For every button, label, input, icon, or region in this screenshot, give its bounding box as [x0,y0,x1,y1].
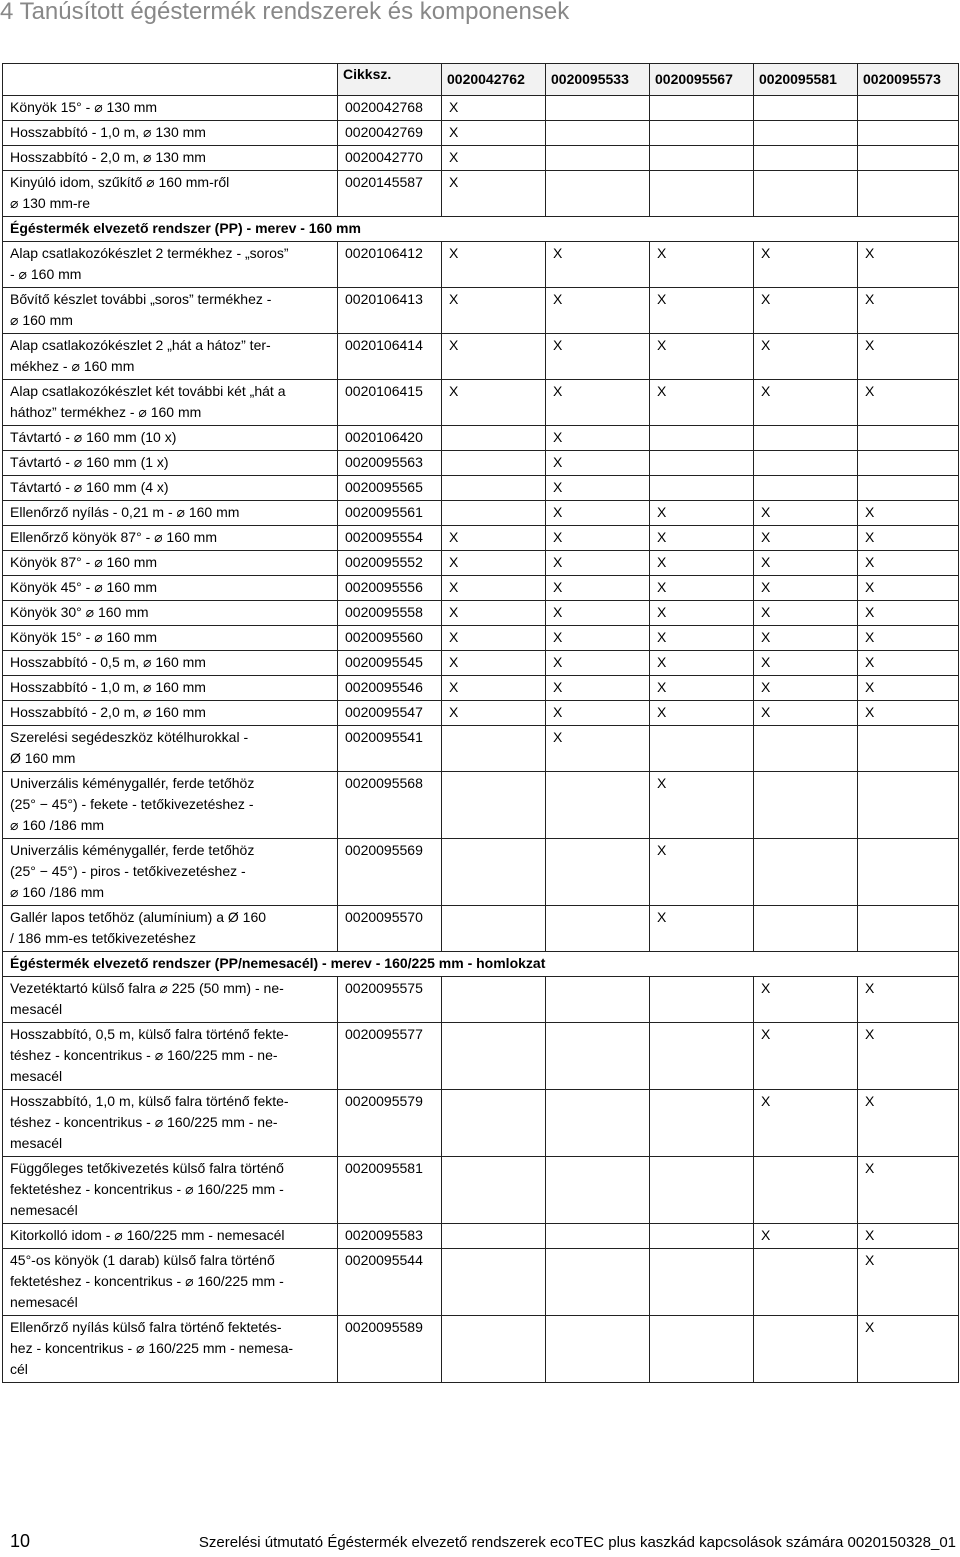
code-cell: 0020095556 [338,576,442,601]
table-row [3,701,959,726]
compatibility-mark-cell: X [754,701,858,726]
compatibility-mark-cell: X [858,1157,959,1224]
table-row [3,1090,959,1157]
code-cell: 0020095544 [338,1249,442,1316]
compatibility-mark-cell: X [858,576,959,601]
compatibility-mark-cell [650,426,754,451]
table-row [3,451,959,476]
compatibility-mark-cell: X [442,96,546,121]
compatibility-mark-cell [546,1224,650,1249]
compatibility-mark-cell [650,977,754,1023]
compatibility-mark-cell [650,146,754,171]
compatibility-mark-cell: X [858,1023,959,1090]
header-code-cell: Cikksz. [338,64,442,96]
compatibility-mark-cell: X [754,576,858,601]
description-cell: 45°-os könyök (1 darab) külső falra történő fektetéshez - koncentrikus - ⌀ 160/225 mm - nemesacél [3,1249,338,1316]
compatibility-mark-cell: X [546,380,650,426]
description-cell: Gallér lapos tetőhöz (alumínium) a Ø 160 / 186 mm-es tetőkivezetéshez [3,906,338,952]
code-cell: 0020042768 [338,96,442,121]
compatibility-mark-cell [650,1157,754,1224]
code-cell: 0020145587 [338,171,442,217]
compatibility-mark-cell [754,146,858,171]
compatibility-mark-cell: X [858,676,959,701]
compatibility-mark-cell [546,839,650,906]
compatibility-mark-cell: X [754,526,858,551]
code-cell: 0020095575 [338,977,442,1023]
compatibility-mark-cell [546,1249,650,1316]
compatibility-mark-cell: X [858,501,959,526]
compatibility-mark-cell [858,906,959,952]
code-cell: 0020095552 [338,551,442,576]
compatibility-mark-cell: X [754,651,858,676]
compatibility-mark-cell: X [650,380,754,426]
compatibility-mark-cell [650,1224,754,1249]
compatibility-mark-cell [442,451,546,476]
compatibility-mark-cell: X [650,626,754,651]
table-row [3,626,959,651]
code-cell: 0020095546 [338,676,442,701]
code-cell: 0020095558 [338,601,442,626]
description-cell: Könyök 15° - ⌀ 160 mm [3,626,338,651]
compatibility-mark-cell: X [650,551,754,576]
table-row [3,526,959,551]
compatibility-mark-cell [442,501,546,526]
compatibility-mark-cell: X [858,242,959,288]
table-row [3,839,959,906]
compatibility-mark-cell [858,451,959,476]
compatibility-mark-cell: X [442,171,546,217]
compatibility-mark-cell [754,1249,858,1316]
compatibility-mark-cell: X [650,576,754,601]
compatibility-mark-cell: X [442,380,546,426]
table-row [3,977,959,1023]
description-cell: Bővítő készlet további „soros” termékhez - ⌀ 160 mm [3,288,338,334]
compatibility-mark-cell: X [442,121,546,146]
description-cell: Függőleges tetőkivezetés külső falra történő fektetéshez - koncentrikus - ⌀ 160/225 mm - nemesacél [3,1157,338,1224]
section-header-row [3,952,959,977]
compatibility-mark-cell: X [442,576,546,601]
compatibility-mark-cell [754,1316,858,1383]
compatibility-mark-cell: X [754,626,858,651]
table-row [3,772,959,839]
code-cell: 0020095569 [338,839,442,906]
table-row [3,242,959,288]
page-title: 4 Tanúsított égéstermék rendszerek és komponensek [0,0,570,25]
table-row [3,171,959,217]
compatibility-mark-cell: X [442,701,546,726]
compatibility-mark-cell [650,451,754,476]
description-cell: Univerzális kéménygallér, ferde tetőhöz (25° − 45°) - fekete - tetőkivezetéshez - ⌀ 160 /186 mm [3,772,338,839]
compatibility-mark-cell [754,451,858,476]
compatibility-mark-cell [442,1023,546,1090]
compatibility-mark-cell: X [754,977,858,1023]
description-cell: Kitorkolló idom - ⌀ 160/225 mm - nemesacél [3,1224,338,1249]
compatibility-mark-cell [442,1090,546,1157]
code-cell: 0020095554 [338,526,442,551]
compatibility-mark-cell: X [858,651,959,676]
table-row [3,1023,959,1090]
table-row [3,1157,959,1224]
compatibility-mark-cell [650,171,754,217]
table-row [3,1224,959,1249]
section-title: Égéstermék elvezető rendszer (PP) - merev - 160 mm [3,217,959,242]
compatibility-mark-cell: X [546,426,650,451]
table-row [3,380,959,426]
compatibility-mark-cell: X [858,626,959,651]
compatibility-mark-cell [754,772,858,839]
compatibility-mark-cell: X [754,1023,858,1090]
footer-text: Szerelési útmutató Égéstermék elvezető rendszerek ecoTEC plus kaszkád kapcsolások számára 0020150328_01 [198,1534,956,1551]
description-cell: Könyök 87° - ⌀ 160 mm [3,551,338,576]
table-row [3,476,959,501]
code-cell: 0020095579 [338,1090,442,1157]
compatibility-mark-cell [650,476,754,501]
compatibility-mark-cell: X [546,676,650,701]
compatibility-mark-cell [546,977,650,1023]
compatibility-mark-cell [858,426,959,451]
compatibility-mark-cell: X [442,551,546,576]
description-cell: Könyök 30° ⌀ 160 mm [3,601,338,626]
compatibility-mark-cell: X [546,288,650,334]
description-cell: Vezetéktartó külső falra ⌀ 225 (50 mm) - ne- mesacél [3,977,338,1023]
description-cell: Hosszabbító - 1,0 m, ⌀ 130 mm [3,121,338,146]
compatibility-mark-cell: X [546,601,650,626]
description-cell: Ellenőrző nyílás - 0,21 m - ⌀ 160 mm [3,501,338,526]
compatibility-mark-cell: X [858,601,959,626]
compatibility-mark-cell [650,726,754,772]
table-row [3,426,959,451]
compatibility-mark-cell [754,726,858,772]
description-cell: Hosszabbító - 2,0 m, ⌀ 130 mm [3,146,338,171]
compatibility-mark-cell: X [650,906,754,952]
compatibility-mark-cell: X [650,651,754,676]
compatibility-mark-cell [858,839,959,906]
code-cell: 0020095560 [338,626,442,651]
compatibility-mark-cell: X [546,476,650,501]
description-cell: Univerzális kéménygallér, ferde tetőhöz (25° − 45°) - piros - tetőkivezetéshez - ⌀ 160 /186 mm [3,839,338,906]
compatibility-mark-cell: X [754,288,858,334]
description-cell: Ellenőrző könyök 87° - ⌀ 160 mm [3,526,338,551]
compatibility-mark-cell: X [546,651,650,676]
description-cell: Ellenőrző nyílás külső falra történő fektetés- hez - koncentrikus - ⌀ 160/225 mm - nemesa- cél [3,1316,338,1383]
compatibility-mark-cell: X [754,601,858,626]
compatibility-mark-cell: X [650,839,754,906]
compatibility-mark-cell: X [754,551,858,576]
compatibility-mark-cell: X [442,626,546,651]
compatibility-mark-cell: X [442,146,546,171]
compatibility-mark-cell [546,171,650,217]
compatibility-mark-cell: X [442,288,546,334]
compatibility-mark-cell [754,906,858,952]
code-cell: 0020095565 [338,476,442,501]
compatibility-mark-cell [858,772,959,839]
compatibility-mark-cell: X [858,977,959,1023]
code-cell: 0020106413 [338,288,442,334]
compatibility-mark-cell [754,476,858,501]
compatibility-mark-cell [650,1249,754,1316]
section-header-row [3,217,959,242]
compatibility-mark-cell: X [858,380,959,426]
description-cell: Alap csatlakozókészlet 2 termékhez - „soros” - ⌀ 160 mm [3,242,338,288]
header-model-4: 0020095581 [754,64,858,96]
compatibility-mark-cell [858,476,959,501]
compatibility-mark-cell: X [650,676,754,701]
compatibility-mark-cell [546,121,650,146]
description-cell: Hosszabbító - 1,0 m, ⌀ 160 mm [3,676,338,701]
code-cell: 0020106412 [338,242,442,288]
compatibility-mark-cell: X [546,551,650,576]
compatibility-mark-cell [650,1316,754,1383]
code-cell: 0020042769 [338,121,442,146]
compatibility-mark-cell [546,906,650,952]
compatibility-mark-cell [546,96,650,121]
compatibility-mark-cell: X [858,1090,959,1157]
compatibility-mark-cell: X [754,380,858,426]
compatibility-mark-cell: X [442,242,546,288]
compatibility-mark-cell [858,726,959,772]
compatibility-mark-cell: X [442,676,546,701]
compatibility-mark-cell: X [754,1090,858,1157]
compatibility-mark-cell [442,1224,546,1249]
code-cell: 0020095547 [338,701,442,726]
compatibility-mark-cell [442,839,546,906]
description-cell: Hosszabbító - 0,5 m, ⌀ 160 mm [3,651,338,676]
compatibility-mark-cell [754,839,858,906]
description-cell: Alap csatlakozókészlet 2 „hát a hátoz” ter- mékhez - ⌀ 160 mm [3,334,338,380]
compatibility-mark-cell: X [546,242,650,288]
compatibility-mark-cell [546,1023,650,1090]
compatibility-mark-cell [442,906,546,952]
footer-page-number: 10 [10,1531,31,1551]
compatibility-mark-cell [442,1157,546,1224]
compatibility-mark-cell [754,171,858,217]
compatibility-mark-cell: X [754,676,858,701]
compatibility-mark-cell [858,171,959,217]
compatibility-mark-cell: X [546,576,650,601]
code-cell: 0020106420 [338,426,442,451]
compatibility-mark-cell: X [754,501,858,526]
table-row [3,334,959,380]
compatibility-mark-cell: X [858,334,959,380]
description-cell: Távtartó - ⌀ 160 mm (4 x) [3,476,338,501]
compatibility-mark-cell: X [858,551,959,576]
code-cell: 0020095545 [338,651,442,676]
table-row [3,906,959,952]
section-title: Égéstermék elvezető rendszer (PP/nemesacél) - merev - 160/225 mm - homlokzat [3,952,959,977]
compatibility-mark-cell: X [442,651,546,676]
compatibility-mark-cell: X [650,772,754,839]
table-row [3,1249,959,1316]
compatibility-mark-cell: X [858,1316,959,1383]
table-header-row [3,64,959,96]
compatibility-mark-cell: X [546,626,650,651]
compatibility-mark-cell [858,121,959,146]
compatibility-mark-cell [754,426,858,451]
description-cell: Könyök 15° - ⌀ 130 mm [3,96,338,121]
code-cell: 0020095541 [338,726,442,772]
table-row [3,288,959,334]
compatibility-mark-cell: X [858,526,959,551]
compatibility-mark-cell [754,1157,858,1224]
compatibility-mark-cell [442,1249,546,1316]
compatibility-mark-cell: X [546,334,650,380]
compatibility-mark-cell [754,96,858,121]
table-row [3,651,959,676]
compatibility-mark-cell: X [858,288,959,334]
compatibility-mark-cell: X [546,701,650,726]
compatibility-mark-cell: X [650,242,754,288]
compatibility-mark-cell [546,146,650,171]
code-cell: 0020095577 [338,1023,442,1090]
compatibility-mark-cell [442,476,546,501]
compatibility-mark-cell: X [754,1224,858,1249]
code-cell: 0020095570 [338,906,442,952]
compatibility-mark-cell [546,1316,650,1383]
table-row [3,576,959,601]
compatibility-mark-cell: X [650,334,754,380]
code-cell: 0020042770 [338,146,442,171]
description-cell: Hosszabbító - 2,0 m, ⌀ 160 mm [3,701,338,726]
compatibility-mark-cell [858,96,959,121]
compatibility-mark-cell [442,726,546,772]
code-cell: 0020095568 [338,772,442,839]
compatibility-mark-cell [546,772,650,839]
code-cell: 0020095583 [338,1224,442,1249]
compatibility-mark-cell [650,121,754,146]
compatibility-mark-cell: X [546,726,650,772]
code-cell: 0020095561 [338,501,442,526]
code-cell: 0020106415 [338,380,442,426]
table-row [3,501,959,526]
description-cell: Távtartó - ⌀ 160 mm (10 x) [3,426,338,451]
compatibility-mark-cell: X [650,601,754,626]
table-row [3,146,959,171]
parts-table [2,63,959,1383]
compatibility-mark-cell [650,1090,754,1157]
compatibility-mark-cell: X [754,334,858,380]
compatibility-mark-cell [650,96,754,121]
compatibility-mark-cell [442,772,546,839]
table-row [3,726,959,772]
compatibility-mark-cell [442,1316,546,1383]
header-model-1: 0020042762 [442,64,546,96]
compatibility-mark-cell: X [858,1249,959,1316]
compatibility-mark-cell: X [442,601,546,626]
compatibility-mark-cell: X [650,501,754,526]
compatibility-mark-cell: X [546,501,650,526]
table-row [3,1316,959,1383]
table-row [3,96,959,121]
table-body [3,96,959,1383]
compatibility-mark-cell: X [546,526,650,551]
compatibility-mark-cell [858,146,959,171]
header-description-cell [3,64,338,96]
table-row [3,551,959,576]
compatibility-mark-cell: X [442,334,546,380]
compatibility-mark-cell: X [858,1224,959,1249]
code-cell: 0020095563 [338,451,442,476]
compatibility-mark-cell [442,977,546,1023]
compatibility-mark-cell [546,1090,650,1157]
compatibility-mark-cell [442,426,546,451]
description-cell: Szerelési segédeszköz kötélhurokkal - Ø 160 mm [3,726,338,772]
description-cell: Könyök 45° - ⌀ 160 mm [3,576,338,601]
code-cell: 0020106414 [338,334,442,380]
header-model-5: 0020095573 [858,64,959,96]
compatibility-mark-cell: X [442,526,546,551]
header-model-3: 0020095567 [650,64,754,96]
code-cell: 0020095581 [338,1157,442,1224]
compatibility-mark-cell: X [650,288,754,334]
table-row [3,601,959,626]
compatibility-mark-cell [546,1157,650,1224]
header-model-2: 0020095533 [546,64,650,96]
compatibility-mark-cell [650,1023,754,1090]
description-cell: Hosszabbító, 1,0 m, külső falra történő fekte- téshez - koncentrikus - ⌀ 160/225 mm - ne- mesacél [3,1090,338,1157]
description-cell: Kinyúló idom, szűkítő ⌀ 160 mm-ről ⌀ 130 mm-re [3,171,338,217]
compatibility-mark-cell: X [858,701,959,726]
compatibility-mark-cell: X [754,242,858,288]
table-row [3,121,959,146]
compatibility-mark-cell: X [650,701,754,726]
description-cell: Hosszabbító, 0,5 m, külső falra történő fekte- téshez - koncentrikus - ⌀ 160/225 mm - ne- mesacél [3,1023,338,1090]
description-cell: Távtartó - ⌀ 160 mm (1 x) [3,451,338,476]
compatibility-mark-cell: X [546,451,650,476]
description-cell: Alap csatlakozókészlet két további két „hát a háthoz” termékhez - ⌀ 160 mm [3,380,338,426]
compatibility-mark-cell [754,121,858,146]
code-cell: 0020095589 [338,1316,442,1383]
compatibility-mark-cell: X [650,526,754,551]
table-row [3,676,959,701]
